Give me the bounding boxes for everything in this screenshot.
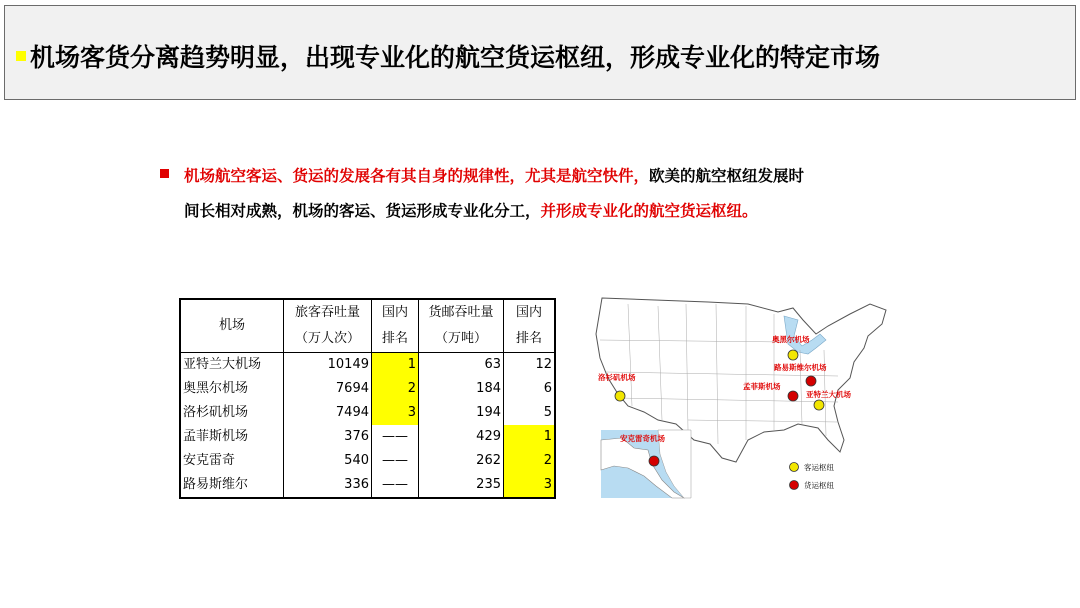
cell-cargo: 262 [419, 449, 504, 473]
label-louisville: 路易斯维尔机场 [774, 363, 827, 372]
label-anchorage: 安克雷奇机场 [620, 434, 665, 443]
legend-cargo-dot [790, 481, 799, 490]
us-map [588, 290, 898, 500]
paragraph-line-1 [184, 164, 944, 186]
table-row [180, 425, 555, 449]
cell-name: 路易斯维尔 [180, 473, 284, 498]
col-pax-rank-header: 国内 [372, 299, 419, 326]
col-airport-header: 机场 [180, 299, 284, 353]
line2-black-text: 间长相对成熟，机场的客运、货运形成专业化分工， [184, 202, 541, 220]
marker-atlanta [814, 400, 824, 410]
cell-name: 孟菲斯机场 [180, 425, 284, 449]
cell-pax: 540 [284, 449, 372, 473]
cell-cargo: 194 [419, 401, 504, 425]
paragraph-line-2 [184, 199, 944, 221]
legend-passenger-label: 客运枢纽 [804, 463, 834, 472]
col-cargo-header: 货邮吞吐量 [419, 299, 504, 326]
legend-cargo-label: 货运枢纽 [804, 481, 834, 490]
cell-name: 安克雷奇 [180, 449, 284, 473]
cell-pax: 7694 [284, 377, 372, 401]
marker-louisville [806, 376, 816, 386]
table-row [180, 401, 555, 425]
line2-red-text: 并形成专业化的航空货运枢纽。 [540, 202, 758, 220]
cell-pax: 376 [284, 425, 372, 449]
label-la: 洛杉矶机场 [598, 373, 636, 382]
marker-memphis [788, 391, 798, 401]
cell-cargo-rank: 3 [504, 473, 556, 498]
legend-passenger-dot [790, 463, 799, 472]
title-marker [16, 51, 26, 61]
col-pax-header: 旅客吞吐量 [284, 299, 372, 326]
cell-cargo-rank: 2 [504, 449, 556, 473]
cell-name: 亚特兰大机场 [180, 353, 284, 378]
col-pax-unit: （万人次） [284, 326, 372, 353]
line1-red-text: 机场航空客运、货运的发展各有其自身的规律性，尤其是航空快件， [184, 167, 650, 185]
cell-cargo-rank: 12 [504, 353, 556, 378]
cell-pax: 10149 [284, 353, 372, 378]
cell-cargo: 184 [419, 377, 504, 401]
table-row [180, 449, 555, 473]
marker-la [615, 391, 625, 401]
cell-cargo: 235 [419, 473, 504, 498]
col-cargo-unit: （万吨） [419, 326, 504, 353]
col-cargo-rank-sub: 排名 [504, 326, 556, 353]
table-row [180, 473, 555, 498]
label-atlanta: 亚特兰大机场 [806, 390, 851, 399]
cell-cargo-rank: 5 [504, 401, 556, 425]
cell-pax-rank: —— [372, 425, 419, 449]
col-pax-rank-sub: 排名 [372, 326, 419, 353]
table-row [180, 377, 555, 401]
label-ohare: 奥黑尔机场 [772, 335, 810, 344]
table-row [180, 353, 555, 378]
cell-pax-rank: 3 [372, 401, 419, 425]
bullet-square-icon [160, 169, 169, 178]
line1-black-text: 欧美的航空枢纽发展时 [649, 167, 805, 185]
cell-name: 洛杉矶机场 [180, 401, 284, 425]
cell-cargo-rank: 6 [504, 377, 556, 401]
cell-cargo: 63 [419, 353, 504, 378]
cell-pax-rank: —— [372, 449, 419, 473]
cell-name: 奥黑尔机场 [180, 377, 284, 401]
page-title: 机场客货分离趋势明显，出现专业化的航空货运枢纽，形成专业化的特定市场 [30, 43, 881, 72]
cell-pax-rank: 1 [372, 353, 419, 378]
col-cargo-rank-header: 国内 [504, 299, 556, 326]
cell-pax-rank: 2 [372, 377, 419, 401]
marker-anchorage [649, 456, 659, 466]
label-memphis: 孟菲斯机场 [743, 382, 781, 391]
airport-table [179, 298, 556, 499]
cell-pax: 336 [284, 473, 372, 498]
marker-ohare [788, 350, 798, 360]
cell-pax: 7494 [284, 401, 372, 425]
cell-pax-rank: —— [372, 473, 419, 498]
cell-cargo: 429 [419, 425, 504, 449]
cell-cargo-rank: 1 [504, 425, 556, 449]
